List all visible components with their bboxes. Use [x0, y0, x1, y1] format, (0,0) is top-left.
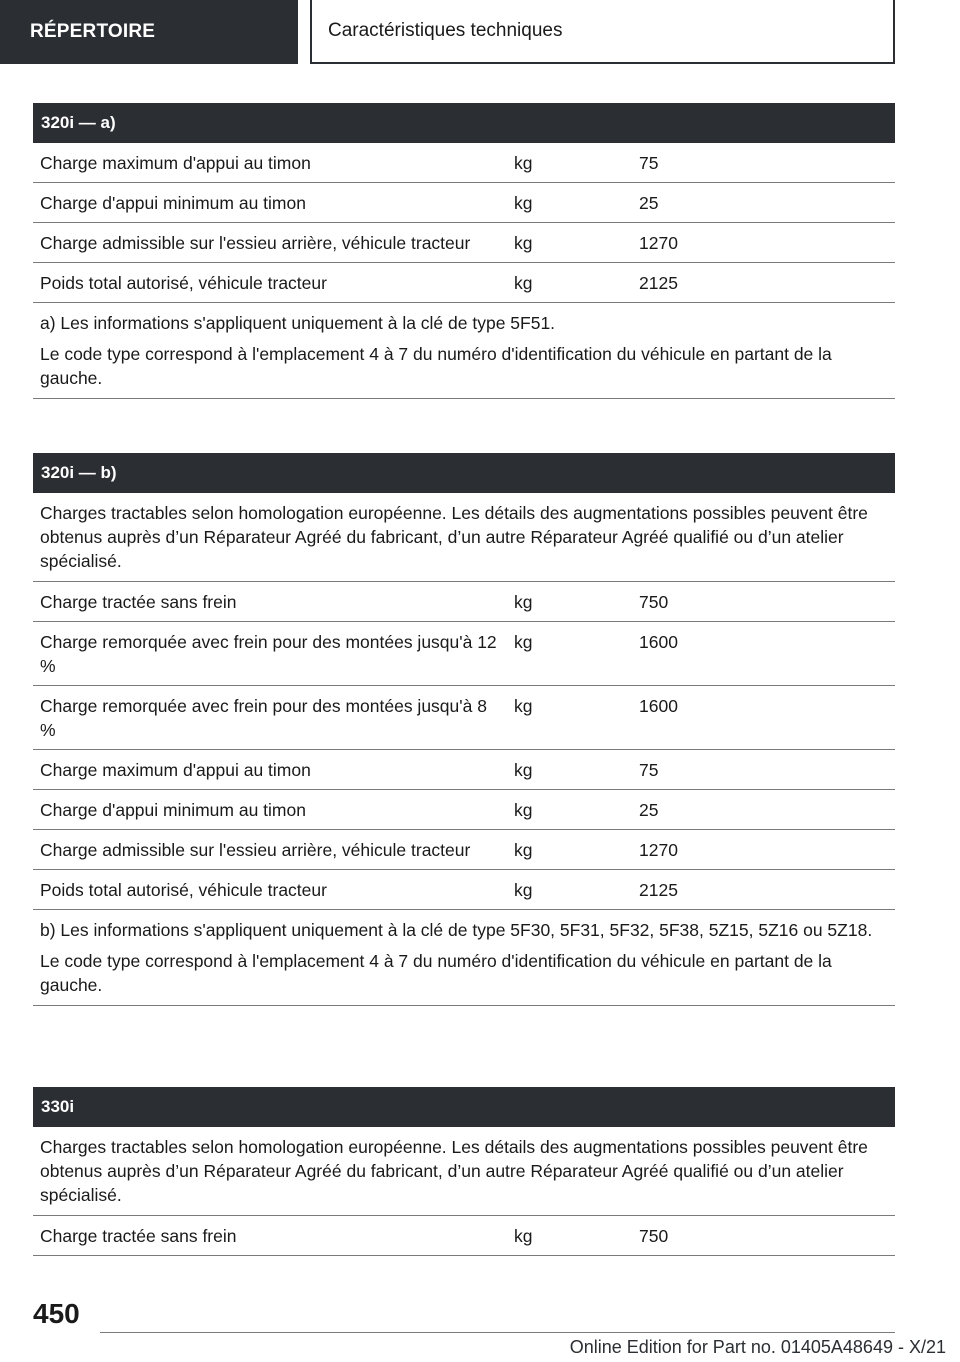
section-title: 330i	[33, 1087, 895, 1127]
row-unit: kg	[514, 273, 533, 293]
row-unit: kg	[514, 696, 533, 716]
row-unit: kg	[514, 592, 533, 612]
footnote-text: Le code type correspond à l'emplacement 4 à 7 du numéro d'identification du véhicule en partant de la gauche.	[40, 344, 832, 388]
row-value: 1270	[639, 233, 678, 253]
row-label: Charge d'appui minimum au timon	[40, 193, 306, 213]
row-label: Charge remorquée avec frein pour des montées jusqu'à 8 %	[40, 696, 487, 740]
row-unit: kg	[514, 632, 533, 652]
row-unit: kg	[514, 800, 533, 820]
row-label: Charge admissible sur l'essieu arrière, véhicule tracteur	[40, 233, 471, 253]
row-label: Charge maximum d'appui au timon	[40, 153, 311, 173]
page-number: 450	[33, 1298, 80, 1329]
row-unit: kg	[514, 193, 533, 213]
table-row	[33, 790, 895, 830]
table-row	[33, 263, 895, 303]
row-label: Poids total autorisé, véhicule tracteur	[40, 273, 327, 293]
row-unit: kg	[514, 840, 533, 860]
table-row	[33, 582, 895, 622]
row-value: 2125	[639, 880, 678, 900]
row-label: Poids total autorisé, véhicule tracteur	[40, 880, 327, 900]
page-title: Caractéristiques techniques	[310, 0, 895, 64]
row-value: 1600	[639, 696, 678, 716]
row-unit: kg	[514, 153, 533, 173]
footer-edition: Online Edition for Part no. 01405A48649 - X/21	[569, 1337, 946, 1357]
section-intro: Charges tractables selon homologation européenne. Les détails des augmentations possibles peuvent être obtenus auprès d’un Réparateur Agréé du fabricant, d’un autre Réparateur Agréé qualifié ou d’un atelier spécialisé.	[33, 1127, 895, 1216]
section-title: 320i — a)	[33, 103, 895, 143]
section-320i-b	[33, 453, 895, 1006]
footnote-text: b) Les informations s'appliquent uniquement à la clé de type 5F30, 5F31, 5F32, 5F38, 5Z15, 5Z16 ou 5Z18.	[40, 920, 873, 940]
row-unit: kg	[514, 1226, 533, 1246]
table-row	[33, 223, 895, 263]
row-unit: kg	[514, 880, 533, 900]
table-row	[33, 830, 895, 870]
row-value: 1600	[639, 632, 678, 652]
row-unit: kg	[514, 233, 533, 253]
row-label: Charge remorquée avec frein pour des montées jusqu'à 12 %	[40, 632, 497, 676]
footnote	[33, 303, 895, 399]
table-row	[33, 183, 895, 223]
footnote	[33, 910, 895, 1006]
table-row	[33, 686, 895, 750]
row-value: 25	[639, 193, 659, 213]
row-value: 2125	[639, 273, 678, 293]
row-label: Charge d'appui minimum au timon	[40, 800, 306, 820]
table-row	[33, 1216, 895, 1256]
section-intro: Charges tractables selon homologation européenne. Les détails des augmentations possibles peuvent être obtenus auprès d’un Réparateur Agréé du fabricant, d’un autre Réparateur Agréé qualifié ou d’un atelier spécialisé.	[33, 493, 895, 582]
section-320i-a	[33, 103, 895, 399]
section-title: 320i — b)	[33, 453, 895, 493]
footnote-text: Le code type correspond à l'emplacement 4 à 7 du numéro d'identification du véhicule en partant de la gauche.	[40, 951, 832, 995]
row-value: 75	[639, 760, 659, 780]
row-value: 75	[639, 153, 659, 173]
table-row	[33, 750, 895, 790]
row-label: Charge maximum d'appui au timon	[40, 760, 311, 780]
table-row	[33, 870, 895, 910]
row-label: Charge tractée sans frein	[40, 1226, 237, 1246]
footnote-text: a) Les informations s'appliquent uniquement à la clé de type 5F51.	[40, 313, 556, 333]
row-value: 25	[639, 800, 659, 820]
row-label: Charge tractée sans frein	[40, 592, 237, 612]
row-value: 750	[639, 1226, 669, 1246]
row-label: Charge admissible sur l'essieu arrière, véhicule tracteur	[40, 840, 471, 860]
table-row	[33, 622, 895, 686]
section-tab[interactable]: RÉPERTOIRE	[0, 0, 298, 64]
section-330i	[33, 1087, 895, 1256]
row-unit: kg	[514, 760, 533, 780]
table-row	[33, 143, 895, 183]
row-value: 750	[639, 592, 669, 612]
row-value: 1270	[639, 840, 678, 860]
